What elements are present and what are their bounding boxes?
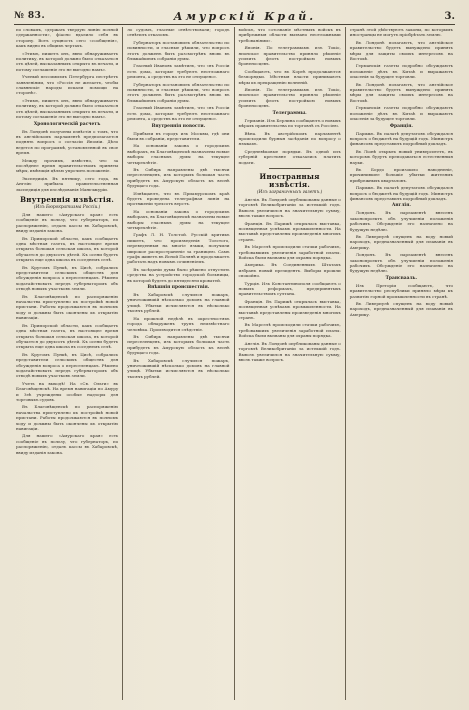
column-4 xyxy=(346,27,457,700)
article-paragraph: Губернаторъ постановилъ обязательство по повинности, и гласные рѣшили, что вопросъ этотъ долженъ быть разсмотрѣнъ вновь въ ближайшемъ собраніи думы. xyxy=(127,39,230,62)
article-paragraph: Въ Благовѣщенскѣ по распоряженію начальства приступлено къ постройкѣ новой пристани. Работы продолжаются въ полномъ ходу и должны быть окончены къ открытію навигаціи. xyxy=(16,404,119,431)
article-paragraph: Изъ Преторіи сообщаютъ, что правительство республики приняло мѣры къ развитію горной промышленности въ странѣ. xyxy=(349,282,453,299)
article-paragraph: Японія. По телеграммамъ изъ Токіо, японское правительство приняло рѣшеніе усилить флотъ постройкою новыхъ броненосцевъ. xyxy=(238,45,341,67)
article-paragraph: Сообщаютъ, что въ Кореѣ продолжаются безпорядки. Мѣстныя власти принимаютъ мѣры къ прекращенію волненій. xyxy=(238,68,341,85)
article-paragraph: странѣ этой дѣйствуютъ законы, по которымъ иностранцы не могутъ пріобрѣтать землю. xyxy=(349,27,453,38)
column-3 xyxy=(235,27,346,700)
article-paragraph: Гласный Ивановъ замѣтилъ, что «въ Россіи есть дома, которые требуютъ неотложнаго ремонта, а средствъ на это не отпущено». xyxy=(127,105,230,122)
issue-number: № 83. xyxy=(14,11,46,21)
article-paragraph: войскъ, что «отозваніе мѣстныхъ войскъ въ прибрежныя области вызвано неотложными требованіями». xyxy=(238,27,341,43)
article-paragraph: «Этимъ, пишетъ онъ, явно обнаруживаетъ политику, въ которой должно было отказаться отъ цѣлей, высказанныхъ открыто въ печати, и потому соглашеніе это не выгодно намъ». xyxy=(16,50,119,72)
article-paragraph: «Этимъ, пишетъ онъ, явно обнаруживаетъ политику, въ которой должно было отказаться отъ цѣлей, высказанныхъ открыто въ печати, и потому соглашеніе это не выгодно намъ». xyxy=(16,97,119,120)
article-paragraph: Англія. Въ Лондонѣ опубликованы данные о торговлѣ Великобританіи за истекшій годъ. Вывозъ увеличился на значительную сумму, ввозъ также возросъ. xyxy=(238,340,341,362)
article-paragraph: Для нашего «Амурскаго края» есть сообщеніе въ пользу, что губернаторъ, по распоряженію, отдалъ кассы въ Хабаровскѣ, ввиду изданія закона. xyxy=(16,433,119,455)
article-paragraph: Графъ Л. Н. Толстой. Русскій критикъ пишетъ, что произведенія Толстого, переведенныя на многіе языки, получили широкое распространеніе за границею. Самъ графъ живетъ въ Ясной Полянѣ и продолжаетъ работать надъ новымъ сочиненіемъ. xyxy=(127,232,230,265)
article-paragraph: Вѣна. Въ австрійскомъ парламентѣ происходили бурныя засѣданія по вопросу о языкахъ. xyxy=(238,130,341,147)
section-heading: Внутреннія новости. xyxy=(151,123,206,129)
article-paragraph: Парижъ. Въ палатѣ депутатовъ обсуждался вопросъ о бюджетѣ на будущій годъ. Министръ финансовъ представилъ подробный докладъ. xyxy=(349,130,453,147)
article-paragraph: Для нашего «Амурскаго края» есть сообщеніе въ пользу, что губернаторъ, по распоряженію, отдалъ кассы въ Хабаровскѣ, ввиду изданія закона. xyxy=(16,211,119,234)
article-paragraph: На прошлой недѣлѣ въ окрестностяхъ города обнаруженъ трупъ неизвѣстнаго человѣка. Производится слѣдствіе. xyxy=(127,315,230,332)
article-paragraph: Въ Бордо произошло наводненіе, причинившее большіе убытки жителямъ прибрежныхъ кварталовъ. xyxy=(349,166,453,183)
page-header xyxy=(14,8,455,25)
section-title: Внутреннія извѣстія. xyxy=(20,194,115,204)
article-paragraph: Въ Приморской области, какъ сообщаетъ одна мѣстная газета, въ настоящее время открыта большая сельская школа, въ которой обучается до двухсотъ дѣтей. Къ осени будетъ открыта еще одна школа въ соседнемъ селѣ. xyxy=(16,235,119,263)
article-paragraph: Въ Ливерпулѣ спущенъ на воду новый пароходъ, предназначенный для плаванія въ Америку. xyxy=(349,301,453,317)
article-paragraph: Въ Кругомъ Пункѣ, въ Цисѣ, собрались представители сельскихъ обществъ для обсужденія вопроса о переселенцахъ. Рѣшено ходатайствовать передъ губернаторомъ объ отводѣ новыхъ участковъ земли. xyxy=(16,351,119,379)
article-paragraph: Ученый пессимизмъ Петербурга пестрѣетъ заявленіями, что «Россія не желаетъ, чтобы славянскіе народы искали помощи на сторонѣ». xyxy=(16,74,119,96)
article-paragraph: Извѣщаютъ, что въ Приамурскомъ краѣ будетъ проведена телеграфная линія на протяженіи трехсотъ верстъ. xyxy=(127,190,230,207)
article-paragraph: Въ Марселѣ происходили стачки рабочихъ, требовавшихъ увеличенія заработной платы. Войска были вызваны для охраны порядка. xyxy=(238,244,341,260)
article-paragraph: Германскія газеты подробно обсуждаютъ положеніе дѣлъ въ Китаѣ и выражаютъ опасенія за будущее торговли. xyxy=(349,105,453,122)
article-paragraph: Въ засѣданіи думы было рѣшено отпустить средства на устройство городской больницы, въ которой будетъ до пятидесяти кроватей. xyxy=(127,266,230,283)
article-paragraph: Америка. Въ Соединенныхъ Штатахъ избранъ новый президентъ. Выборы прошли спокойно. xyxy=(238,262,341,279)
section-title: Иностранныя извѣстія. xyxy=(259,171,320,189)
article-paragraph: Въ Лондонѣ получены извѣстія о томъ, что въ англійскомъ парламентѣ предполагается поднять вопросъ о согласіи Япоміи. Дѣло ведется по программѣ, установленной въ свое время. xyxy=(16,128,119,156)
section-subtitle: (Изъ заграничныхъ газетъ.) xyxy=(257,189,323,195)
article-paragraph: Въ Хабаровскѣ случился пожаръ, уничтожившій нѣсколько домовъ на главной улицѣ. Убытки исчисляются въ нѣсколько тысячъ рублей. xyxy=(127,357,230,379)
article-paragraph: Между прочимъ, извѣстно, что за послѣднее время правительствомъ приняты мѣры, имѣющія цѣлью упрочить положеніе. xyxy=(16,157,119,174)
article-paragraph: Въ Ліонѣ открыть новый университетъ, въ которомъ будутъ преподаваться естественныя науки. xyxy=(349,148,453,165)
columns xyxy=(12,27,457,700)
article-paragraph: На основаніи закона о городскихъ выборахъ, въ Благовѣщенскѣ назначены новые выборы гласныхъ думы на текущее четырехлѣтіе. xyxy=(127,208,230,230)
article-paragraph: Германскія газеты подробно обсуждаютъ положеніе дѣлъ въ Китаѣ и выражаютъ опасенія за будущее торговли. xyxy=(349,63,453,80)
article-paragraph: Прибыли въ городъ изъ Москвы, гдѣ они были въ собраніи, представители. xyxy=(127,130,230,141)
article-paragraph: Въ Хабаровскѣ случился пожаръ, уничтожившій нѣсколько домовъ на главной улицѣ. Убытки исчисляются въ нѣсколько тысячъ рублей. xyxy=(127,292,230,314)
section-heading: Внѣшнія происшествія. xyxy=(147,285,210,291)
article-paragraph: Въ Лондонѣ полагаютъ, что англійское правительство будетъ вынуждено принять мѣры для защиты своихъ интересовъ на Востокѣ. xyxy=(349,39,453,62)
article-paragraph: Турція. Изъ Константинополя сообщаютъ о новыхъ реформахъ, предпринятыхъ правительствомъ султана. xyxy=(238,280,341,297)
section-subtitle: (Изъ Бюрократизма Россіи.) xyxy=(33,204,101,210)
article-paragraph: Парижъ. Въ палатѣ депутатовъ обсуждался вопросъ о бюджетѣ на будущій годъ. Министръ финансовъ представилъ подробный докладъ. xyxy=(349,185,453,201)
article-paragraph: Въ Благовѣщенскѣ по распоряженію начальства приступлено къ постройкѣ новой пристани. Работы продолжаются въ полномъ ходу и должны быть окончены къ открытію навигаціи. xyxy=(16,293,119,321)
section-heading: Телеграммы. xyxy=(272,110,307,116)
article-paragraph: Въ Сибирь направлены двѣ тысячи переселенцевъ, изъ которыхъ большая часть прибудетъ въ Амурскую область къ веснѣ будущаго года. xyxy=(127,333,230,356)
article-paragraph: ло судомъ, гласные отвѣтствовали; городъ отвѣтилъ отказомъ. xyxy=(127,27,230,38)
article-paragraph: Франція. Въ Парижѣ открылась выставка, посвященная успѣхамъ промышленности. На выставкѣ представлены произведенія многихъ странъ. xyxy=(238,220,341,242)
section-heading: Англія. xyxy=(391,203,411,209)
article-paragraph: Въ Приморской области, какъ сообщаетъ одна мѣстная газета, въ настоящее время открыта большая сельская школа, въ которой обучается до двухсотъ дѣтей. Къ осени будетъ открыта еще одна школа въ соседнемъ селѣ. xyxy=(16,322,119,350)
article-paragraph: Экспедиція. Въ пятницу, сего года, въ Англію прибыла правительственная экспедиція для изслѣдованія Маньчжуріи. xyxy=(16,175,119,192)
column-2 xyxy=(123,27,234,700)
section-heading: Трансвааль. xyxy=(385,275,418,281)
article-paragraph: Губернаторъ постановилъ обязательство по повинности, и гласные рѣшили, что вопросъ этотъ долженъ быть разсмотрѣнъ вновь въ ближайшемъ собраніи думы. xyxy=(127,81,230,103)
article-paragraph: Въ Марселѣ происходили стачки рабочихъ, требовавшихъ увеличенія заработной платы. Войска были вызваны для охраны порядка. xyxy=(238,322,341,339)
article-paragraph: Германія. Изъ Берлина сообщаютъ о новыхъ мѣрахъ правительства по торговлѣ съ Россіею. xyxy=(238,117,341,129)
article-paragraph: Въ Ливерпулѣ спущенъ на воду новый пароходъ, предназначенный для плаванія въ Америку. xyxy=(349,234,453,250)
article-paragraph: Японія. По телеграммамъ изъ Токіо, японское правительство приняло рѣшеніе усилить флотъ постройкою новыхъ броненосцевъ. xyxy=(238,87,341,109)
section-heading: Франція. xyxy=(389,123,413,129)
article-paragraph: по словамъ, «держать твердую линію полной сдержанности», фіасно вдалило себя въ сторону. Вотъ сущность сего «сообщенія», какъ видно въ общихъ чертахъ. xyxy=(16,27,119,49)
article-paragraph: Англія. Въ Лондонѣ опубликованы данные о торговлѣ Великобританіи за истекшій годъ. Вывозъ увеличился на значительную сумму, ввозъ также возросъ. xyxy=(238,196,341,219)
article-paragraph: Франція. Въ Парижѣ открылась выставка, посвященная успѣхамъ промышленности. На выставкѣ представлены произведенія многихъ странъ. xyxy=(238,298,341,321)
article-paragraph: Учеть на выходѣ! На «Св. Ольги» въ Благовѣщенскѣ. На время навигаціи по Амуру и Зеѣ учреждены особые надзоры для торговыхъ судовъ. xyxy=(16,380,119,402)
article-paragraph: Въ Сибирь направлены двѣ тысячи переселенцевъ, изъ которыхъ большая часть прибудетъ въ Амурскую область къ веснѣ будущаго года. xyxy=(127,166,230,189)
section-heading: Хронологическій расчетъ xyxy=(33,121,101,127)
page-number: 3. xyxy=(444,10,455,22)
article-paragraph: Гласный Ивановъ замѣтилъ, что «въ Россіи есть дома, которые требуютъ неотложнаго ремонта, а средствъ на это не отпущено». xyxy=(127,63,230,80)
article-paragraph: Средневѣковые порядки. Въ одной изъ губерній крестьяне отказались платить подати. xyxy=(238,148,341,165)
article-paragraph: Въ Лондонѣ полагаютъ, что англійское правительство будетъ вынуждено принять мѣры для защиты своихъ интересовъ на Востокѣ. xyxy=(349,81,453,103)
divider xyxy=(269,168,311,169)
article-paragraph: На основаніи закона о городскихъ выборахъ, въ Благовѣщенскѣ назначены новые выборы гласныхъ думы на текущее четырехлѣтіе. xyxy=(127,143,230,165)
column-1 xyxy=(12,27,123,700)
article-paragraph: Лондонъ. Въ парламентѣ внесенъ законопроектъ объ улучшеніи положенія рабочихъ. Обсужденіе его назначено на будущую недѣлю. xyxy=(349,210,453,232)
article-paragraph: Лондонъ. Въ парламентѣ внесенъ законопроектъ объ улучшеніи положенія рабочихъ. Обсужденіе его назначено на будущую недѣлю. xyxy=(349,252,453,274)
article-paragraph: Въ Кругомъ Пункѣ, въ Цисѣ, собрались представители сельскихъ обществъ для обсужденія вопроса о переселенцахъ. Рѣшено ходатайствовать передъ губернаторомъ объ отводѣ новыхъ участковъ земли. xyxy=(16,264,119,292)
masthead: Амурскій Край. xyxy=(173,9,317,23)
